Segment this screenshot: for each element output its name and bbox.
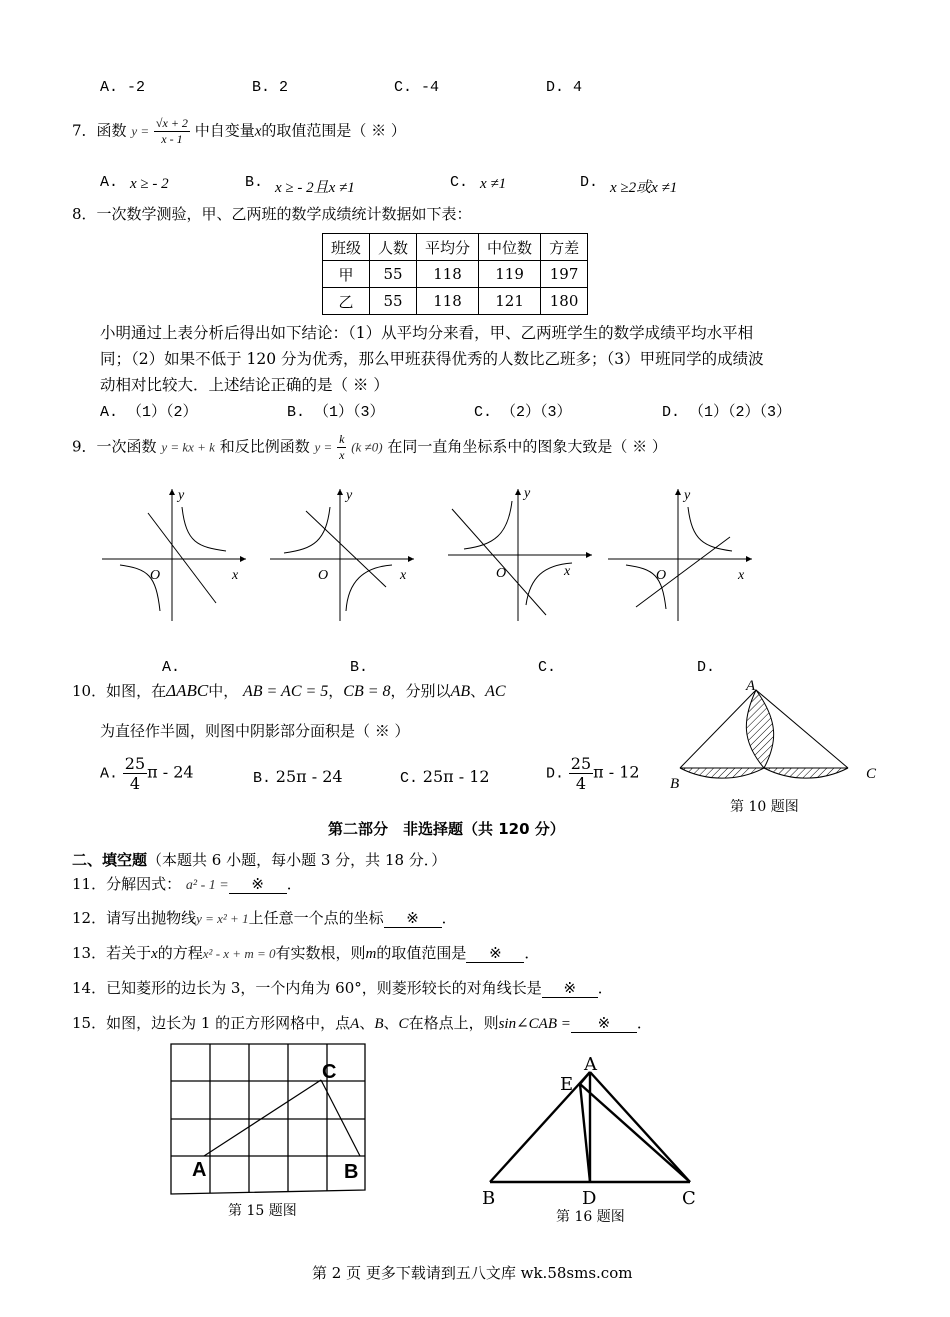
- table-cell: 119: [479, 261, 541, 288]
- q7-var: x: [254, 123, 262, 140]
- q11: [72, 873, 302, 894]
- q7-fraction: [154, 116, 190, 147]
- q10-opt-b-label: B.: [253, 770, 272, 787]
- q13-text3: 有实数根，则: [275, 944, 366, 962]
- axis-x-label: x: [400, 568, 407, 583]
- q6-option-c: C. -4: [394, 79, 440, 96]
- q13: [72, 942, 539, 963]
- q9-graph-a: [100, 485, 250, 625]
- q7-opt-c-label: C.: [450, 174, 469, 191]
- q8-option-d: D. （1）（2）（3）: [662, 404, 792, 421]
- q10-eq2: CB = 8: [343, 683, 391, 700]
- q6-option-a: A. -2: [100, 79, 146, 96]
- q10-opt-a-tail: π - 24: [147, 762, 194, 782]
- q12: [72, 907, 457, 928]
- fig16-label-e: E: [560, 1074, 574, 1095]
- q13-var-m: m: [365, 946, 377, 962]
- q14: [72, 977, 613, 998]
- q7-opt-c: x ≠1: [480, 176, 507, 192]
- q15-text2: 在格点上，则: [408, 1014, 499, 1032]
- q10-opt-c-label: C.: [400, 770, 419, 787]
- q11-text: 11．分解因式：: [72, 875, 182, 893]
- table-header: 平均分: [417, 234, 479, 261]
- q9-f2-cond: (k ≠0): [351, 439, 383, 455]
- q9-f1: y = kx + k: [161, 439, 215, 455]
- q15-blank: ※: [571, 1014, 637, 1033]
- axis-y-label: y: [524, 486, 531, 501]
- q15-expr: sin∠CAB =: [498, 1016, 571, 1032]
- fig15-label-c: C: [322, 1061, 337, 1083]
- q7-opt-d-label: D.: [580, 174, 599, 191]
- q10-opt-d-frac: [569, 754, 593, 793]
- axis-y-label: y: [684, 488, 691, 503]
- axis-y-label: y: [178, 488, 185, 503]
- q15-d1: 、: [359, 1014, 375, 1032]
- axis-x-label: x: [564, 564, 571, 579]
- q8-option-b: B. （1）（3）: [287, 404, 385, 421]
- axis-x-label: x: [232, 568, 239, 583]
- fig16-label-d: D: [582, 1188, 597, 1209]
- q12-blank: ※: [384, 909, 442, 928]
- q7-opt-b-label: B.: [245, 174, 264, 191]
- q7-num: 7．函数: [72, 121, 127, 140]
- q10-opt-a-label: A.: [100, 765, 119, 783]
- q14-text: 14．已知菱形的边长为 3，一个内角为 60°，则菱形较长的对角线长是: [72, 979, 542, 997]
- q13-text: 13．若关于: [72, 944, 152, 962]
- q12-text: 12．请写出抛物线: [72, 909, 197, 927]
- fig16-label-a: A: [584, 1054, 597, 1075]
- q9-tail: 在同一直角坐标系中的图象大致是（ ※ ）: [387, 437, 667, 456]
- table-header-row: [323, 234, 588, 261]
- q9-option-c: C.: [538, 659, 557, 676]
- q6-option-d: D. 4: [546, 79, 583, 96]
- fig15-label-a: A: [192, 1159, 207, 1181]
- origin-label: O: [496, 566, 507, 581]
- table-cell: 180: [541, 288, 588, 315]
- table-row: [323, 288, 588, 315]
- q8-para-1: 小明通过上表分析后得出如下结论：（1）从平均分来看，甲、乙两班学生的数学成绩平均水平相: [100, 324, 754, 342]
- q11-end: ．: [286, 875, 302, 893]
- q10-ac: AC: [485, 683, 506, 700]
- table-cell: 121: [479, 288, 541, 315]
- q15: [72, 1012, 652, 1033]
- q9-fraction: [337, 432, 346, 463]
- q7-stem: [72, 116, 406, 147]
- q13-blank: ※: [466, 944, 524, 963]
- q10-sep: ，: [328, 682, 344, 700]
- frac-den: 4: [129, 774, 141, 793]
- q10-triangle: ΔABC: [166, 681, 209, 700]
- q8-option-c: C. （2）（3）: [474, 404, 572, 421]
- q9-graph-b: [268, 485, 418, 625]
- q10-option-d: [546, 754, 640, 793]
- table-cell: 甲: [323, 261, 370, 288]
- table-cell: 118: [417, 288, 479, 315]
- q8-para-3: 动相对比较大．上述结论正确的是（ ※ ）: [100, 376, 389, 394]
- q15-c: C: [398, 1016, 409, 1032]
- q7-fraction-den: x - 1: [161, 132, 183, 146]
- q10-figure: [664, 676, 880, 798]
- q9-f2-lhs: y =: [314, 439, 333, 455]
- q10-ab: AB: [450, 683, 471, 700]
- table-cell: 118: [417, 261, 479, 288]
- q15-text: 15．如图，边长为 1 的正方形网格中，点: [72, 1014, 351, 1032]
- section2-heading: [72, 849, 446, 870]
- q11-expr: a² - 1 =: [185, 878, 229, 893]
- fig16-label-c: C: [682, 1188, 696, 1209]
- q8-option-a: A. （1）（2）: [100, 404, 198, 421]
- q10-option-a: [100, 754, 194, 793]
- origin-label: O: [150, 568, 161, 583]
- q10-opt-b-val: 25π - 24: [275, 767, 343, 786]
- table-header: 人数: [370, 234, 417, 261]
- table-header: 中位数: [479, 234, 541, 261]
- q12-end: ．: [441, 909, 457, 927]
- fig16-label-b: B: [482, 1188, 496, 1209]
- q8-table: [322, 233, 588, 315]
- q10-option-b: [253, 767, 343, 787]
- q10-text-a: 10．如图，在: [72, 682, 167, 700]
- q13-text2: 的方程: [157, 944, 203, 962]
- q8-para-2: 同；（2）如果不低于 120 分为优秀，那么甲班获得优秀的人数比乙班多；（3）甲班同学的成绩波: [100, 350, 764, 368]
- q9-option-a: A.: [162, 659, 181, 676]
- q10-text-b: 中，: [208, 682, 239, 700]
- origin-label: O: [656, 568, 667, 583]
- fig16-triangle: [478, 1050, 708, 1210]
- q14-blank: ※: [542, 979, 598, 998]
- q9-stem: [72, 432, 667, 463]
- fig10-label-c: C: [866, 766, 877, 782]
- q9-num: 9．一次函数: [72, 437, 157, 456]
- frac-den: 4: [575, 774, 587, 793]
- q10-opt-c-val: 25π - 12: [422, 767, 490, 786]
- frac-num: 25: [124, 754, 146, 773]
- fig10-caption: 第 10 题图: [730, 799, 799, 815]
- q15-end: ．: [636, 1014, 652, 1032]
- q15-d2: 、: [383, 1014, 399, 1032]
- q15-b: B: [374, 1016, 384, 1032]
- q10-opt-d-tail: π - 12: [593, 762, 640, 782]
- q9-fraction-num: k: [339, 432, 345, 446]
- q6-option-b: B. 2: [252, 79, 289, 96]
- table-cell: 55: [370, 261, 417, 288]
- q11-blank: ※: [229, 875, 287, 894]
- table-cell: 55: [370, 288, 417, 315]
- q10-dun: 、: [470, 682, 486, 700]
- table-row: [323, 261, 588, 288]
- q9-graph-c: [446, 485, 596, 625]
- q13-expr: x² - x + m = 0: [202, 946, 276, 961]
- fig15-caption: 第 15 题图: [228, 1203, 297, 1219]
- q10-line-1: [72, 680, 506, 701]
- q10-opt-d-label: D.: [546, 765, 565, 783]
- q13-var-x: x: [151, 946, 158, 962]
- q10-text-c: ，分别以: [390, 682, 451, 700]
- origin-label: O: [318, 568, 329, 583]
- q10-line-2: 为直径作半圆，则图中阴影部分面积是（ ※ ）: [100, 722, 410, 740]
- fig16-caption: 第 16 题图: [556, 1209, 625, 1225]
- q9-mid: 和反比例函数: [219, 437, 310, 456]
- q10-option-c: [400, 767, 490, 787]
- section2-title: 二、填空题: [72, 851, 148, 869]
- q9-option-b: B.: [350, 659, 369, 676]
- table-header: 方差: [541, 234, 588, 261]
- q7-text: 中自变量: [194, 121, 255, 140]
- table-header: 班级: [323, 234, 370, 261]
- q12-expr: y = x² + 1: [196, 911, 249, 926]
- fig15-label-b: B: [344, 1161, 359, 1183]
- q13-end: ．: [524, 944, 540, 962]
- q8-stem: 8．一次数学测验，甲、乙两班的数学成绩统计数据如下表：: [72, 205, 472, 223]
- q7-opt-a: x ≥ - 2: [130, 176, 169, 192]
- q7-opt-d: x ≥2或x ≠1: [610, 180, 678, 196]
- fig10-label-a: A: [746, 678, 756, 694]
- part2-heading: 第二部分 非选择题（共 120 分）: [328, 820, 565, 838]
- q9-option-d: D.: [697, 659, 716, 676]
- q10-opt-a-frac: [123, 754, 147, 793]
- frac-num: 25: [570, 754, 592, 773]
- q7-formula-lhs: y =: [131, 123, 150, 139]
- q9-fraction-den: x: [339, 448, 345, 462]
- axis-y-label: y: [346, 488, 353, 503]
- q14-end: ．: [597, 979, 613, 997]
- axis-x-label: x: [738, 568, 745, 583]
- fig10-label-b: B: [670, 776, 680, 792]
- q7-opt-a-label: A.: [100, 174, 119, 191]
- q15-a: A: [350, 1016, 360, 1032]
- section2-desc: （本题共 6 小题，每小题 3 分，共 18 分．）: [147, 851, 447, 869]
- table-cell: 197: [541, 261, 588, 288]
- q12-text2: 上任意一个点的坐标: [248, 909, 384, 927]
- fig15-grid: [164, 1040, 374, 1200]
- page-footer: 第 2 页 更多下载请到五八文库 wk.58sms.com: [312, 1264, 633, 1282]
- q7-fraction-num: √x + 2: [155, 116, 188, 130]
- q7-opt-b: x ≥ - 2且x ≠1: [275, 180, 355, 196]
- q7-text2: 的取值范围是（ ※ ）: [261, 121, 406, 140]
- table-cell: 乙: [323, 288, 370, 315]
- q10-eq1: AB = AC = 5: [242, 683, 329, 700]
- q13-text4: 的取值范围是: [376, 944, 467, 962]
- q9-graph-d: [606, 485, 756, 625]
